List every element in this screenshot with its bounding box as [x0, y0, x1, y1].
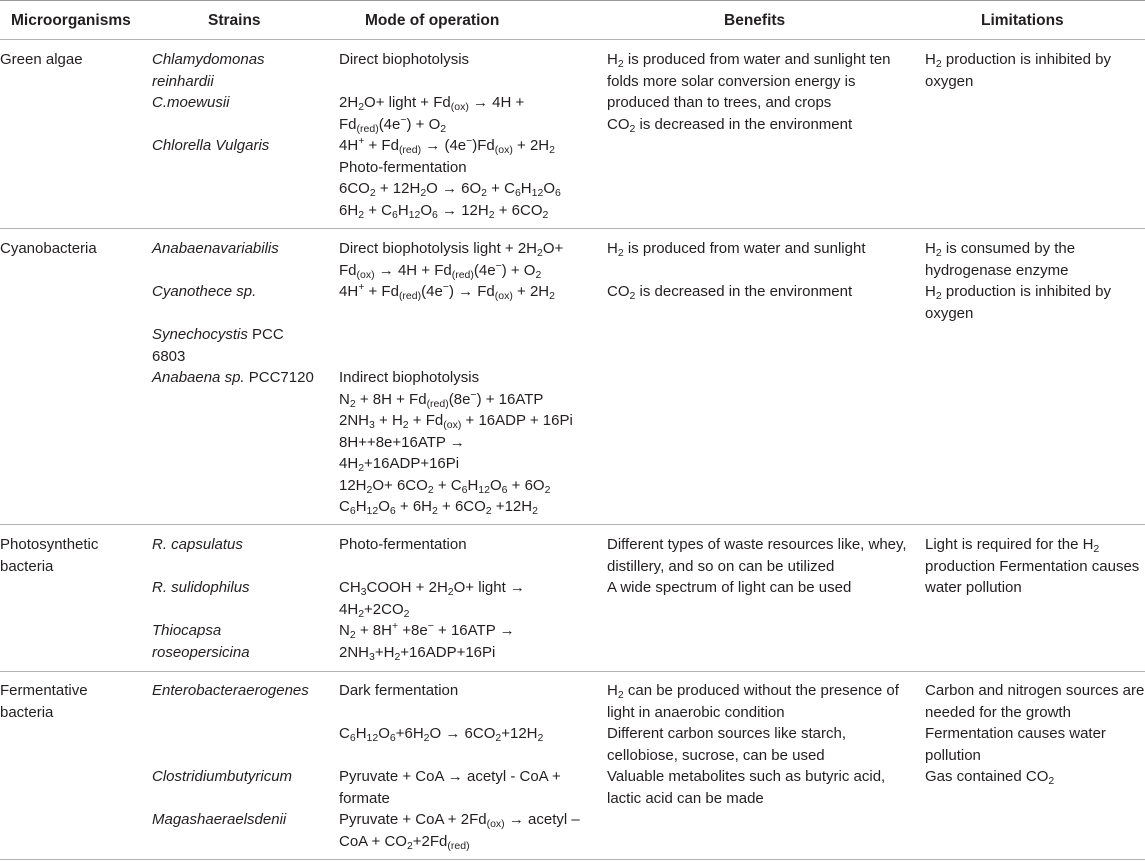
mode-fermentative-bacteria: Dark fermentation $C_6H_{12}O_6+6H_2O \to 6CO_2+12H_2$ Pyruvate + CoA → acetyl - CoA + formate Pyruvate + CoA + $2Fd_{(ox)}$ → acetyl – CoA + $CO_2+2Fd_{(red)}$ — [339, 682, 580, 852]
organism-fermentative-bacteria: Fermentative bacteria — [0, 682, 88, 721]
mode-photosynthetic-bacteria: Photo-fermentation $CH_3COOH + 2H_2O+$ light → $4H_2+2CO_2$ $N_2 + 8H^+ +8e^- + 16ATP$ → $2NH_3+H_2+16ADP+16Pi$ — [339, 536, 525, 663]
header-mode-of-operation: Mode of operation — [365, 12, 500, 29]
header-microorganisms: Microorganisms — [11, 12, 131, 29]
strains-cyanobacteria: Anabaenavariabilis Cyanothece sp. Synechocystis PCC 6803 Anabaena sp. PCC7120 — [152, 240, 314, 386]
organism-photosynthetic-bacteria: Photosynthetic bacteria — [0, 536, 99, 575]
table-bottom-rule — [0, 859, 1145, 860]
strains-green-algae: Chlamydomonas reinhardii C.moewusii Chlorella Vulgaris — [152, 51, 270, 154]
benefits-photosynthetic-bacteria: Different types of waste resources like, whey, distillery, and so on can be utilized A wide spectrum of light can be used — [607, 536, 907, 596]
mode-cyanobacteria: Direct biophotolysis light + $2H_2O+$ $Fd_{(ox)} \to 4H + Fd_{(red)}(4e^-) + O_2$ $4H^+ + Fd_{(red)}(4e^-) \to Fd_{(ox)} + 2H_2$ Indirect biophotolysis $N_2 + 8H + Fd_{(red)}(8e^-) + 16ATP$ $2NH_3 + H_2 + Fd_{(ox)} + 16ADP + 16Pi$ 8H++8e+16ATP → $4H_2+16ADP+16Pi$ $12H_2O+ 6CO_2 + C_6H_{12}O_6 + 6O_2$ $C_6H_{12}O_6 + 6H_2 + 6CO_2 +12H_2$ — [339, 240, 573, 517]
header-strains: Strains — [208, 12, 261, 29]
organism-green-algae: Green algae — [0, 51, 83, 68]
organism-cyanobacteria: Cyanobacteria — [0, 240, 97, 257]
benefits-cyanobacteria: $H_2$ is produced from water and sunlight $CO_2$ is decreased in the environment — [607, 240, 866, 302]
strains-fermentative-bacteria: Enterobacteraerogenes Clostridiumbutyricum Magashaeraelsdenii — [152, 682, 309, 828]
row-rule-3 — [0, 671, 1145, 672]
limitations-cyanobacteria: $H_2$ is consumed by the hydrogenase enzyme $H_2$ production is inhibited by oxygen — [925, 240, 1111, 322]
row-rule-2 — [0, 524, 1145, 525]
header-limitations: Limitations — [981, 12, 1064, 29]
header-rule — [0, 39, 1145, 40]
header-benefits: Benefits — [724, 12, 786, 29]
limitations-green-algae: $H_2$ production is inhibited by oxygen — [925, 51, 1111, 90]
row-rule-1 — [0, 228, 1145, 229]
limitations-photosynthetic-bacteria: Light is required for the $H_2$ production Fermentation causes water pollution — [925, 536, 1140, 596]
limitations-fermentative-bacteria: Carbon and nitrogen sources are needed for the growth Fermentation causes water pollution Gas contained $CO_2$ — [925, 682, 1145, 787]
benefits-fermentative-bacteria: $H_2$ can be produced without the presence of light in anaerobic condition Different carbon sources like starch, cellobiose, sucrose, can be used Valuable metabolites such as butyric acid, lactic acid can be made — [607, 682, 899, 807]
benefits-green-algae: $H_2$ is produced from water and sunlight ten folds more solar conversion energy is produced than to trees, and crops $CO_2$ is decreased in the environment — [607, 51, 891, 135]
table-top-rule — [0, 0, 1145, 1]
strains-photosynthetic-bacteria: R. capsulatus R. sulidophilus Thiocapsa roseopersicina — [152, 536, 250, 661]
mode-green-algae: Direct biophotolysis $2H_2O+$ light + $Fd_{(ox)} \to 4H$ + $Fd_{(red)}(4e^-) + O_2$ $4H^+ + Fd_{(red)} \to (4e^-)Fd_{(ox)} + 2H_2$ Photo-fermentation $6CO_2 + 12H_2O \to 6O_2 + C_6H_{12}O_6$ $6H_2 + C_6H_{12}O_6 \to 12H_2 + 6CO_2$ — [339, 51, 561, 221]
